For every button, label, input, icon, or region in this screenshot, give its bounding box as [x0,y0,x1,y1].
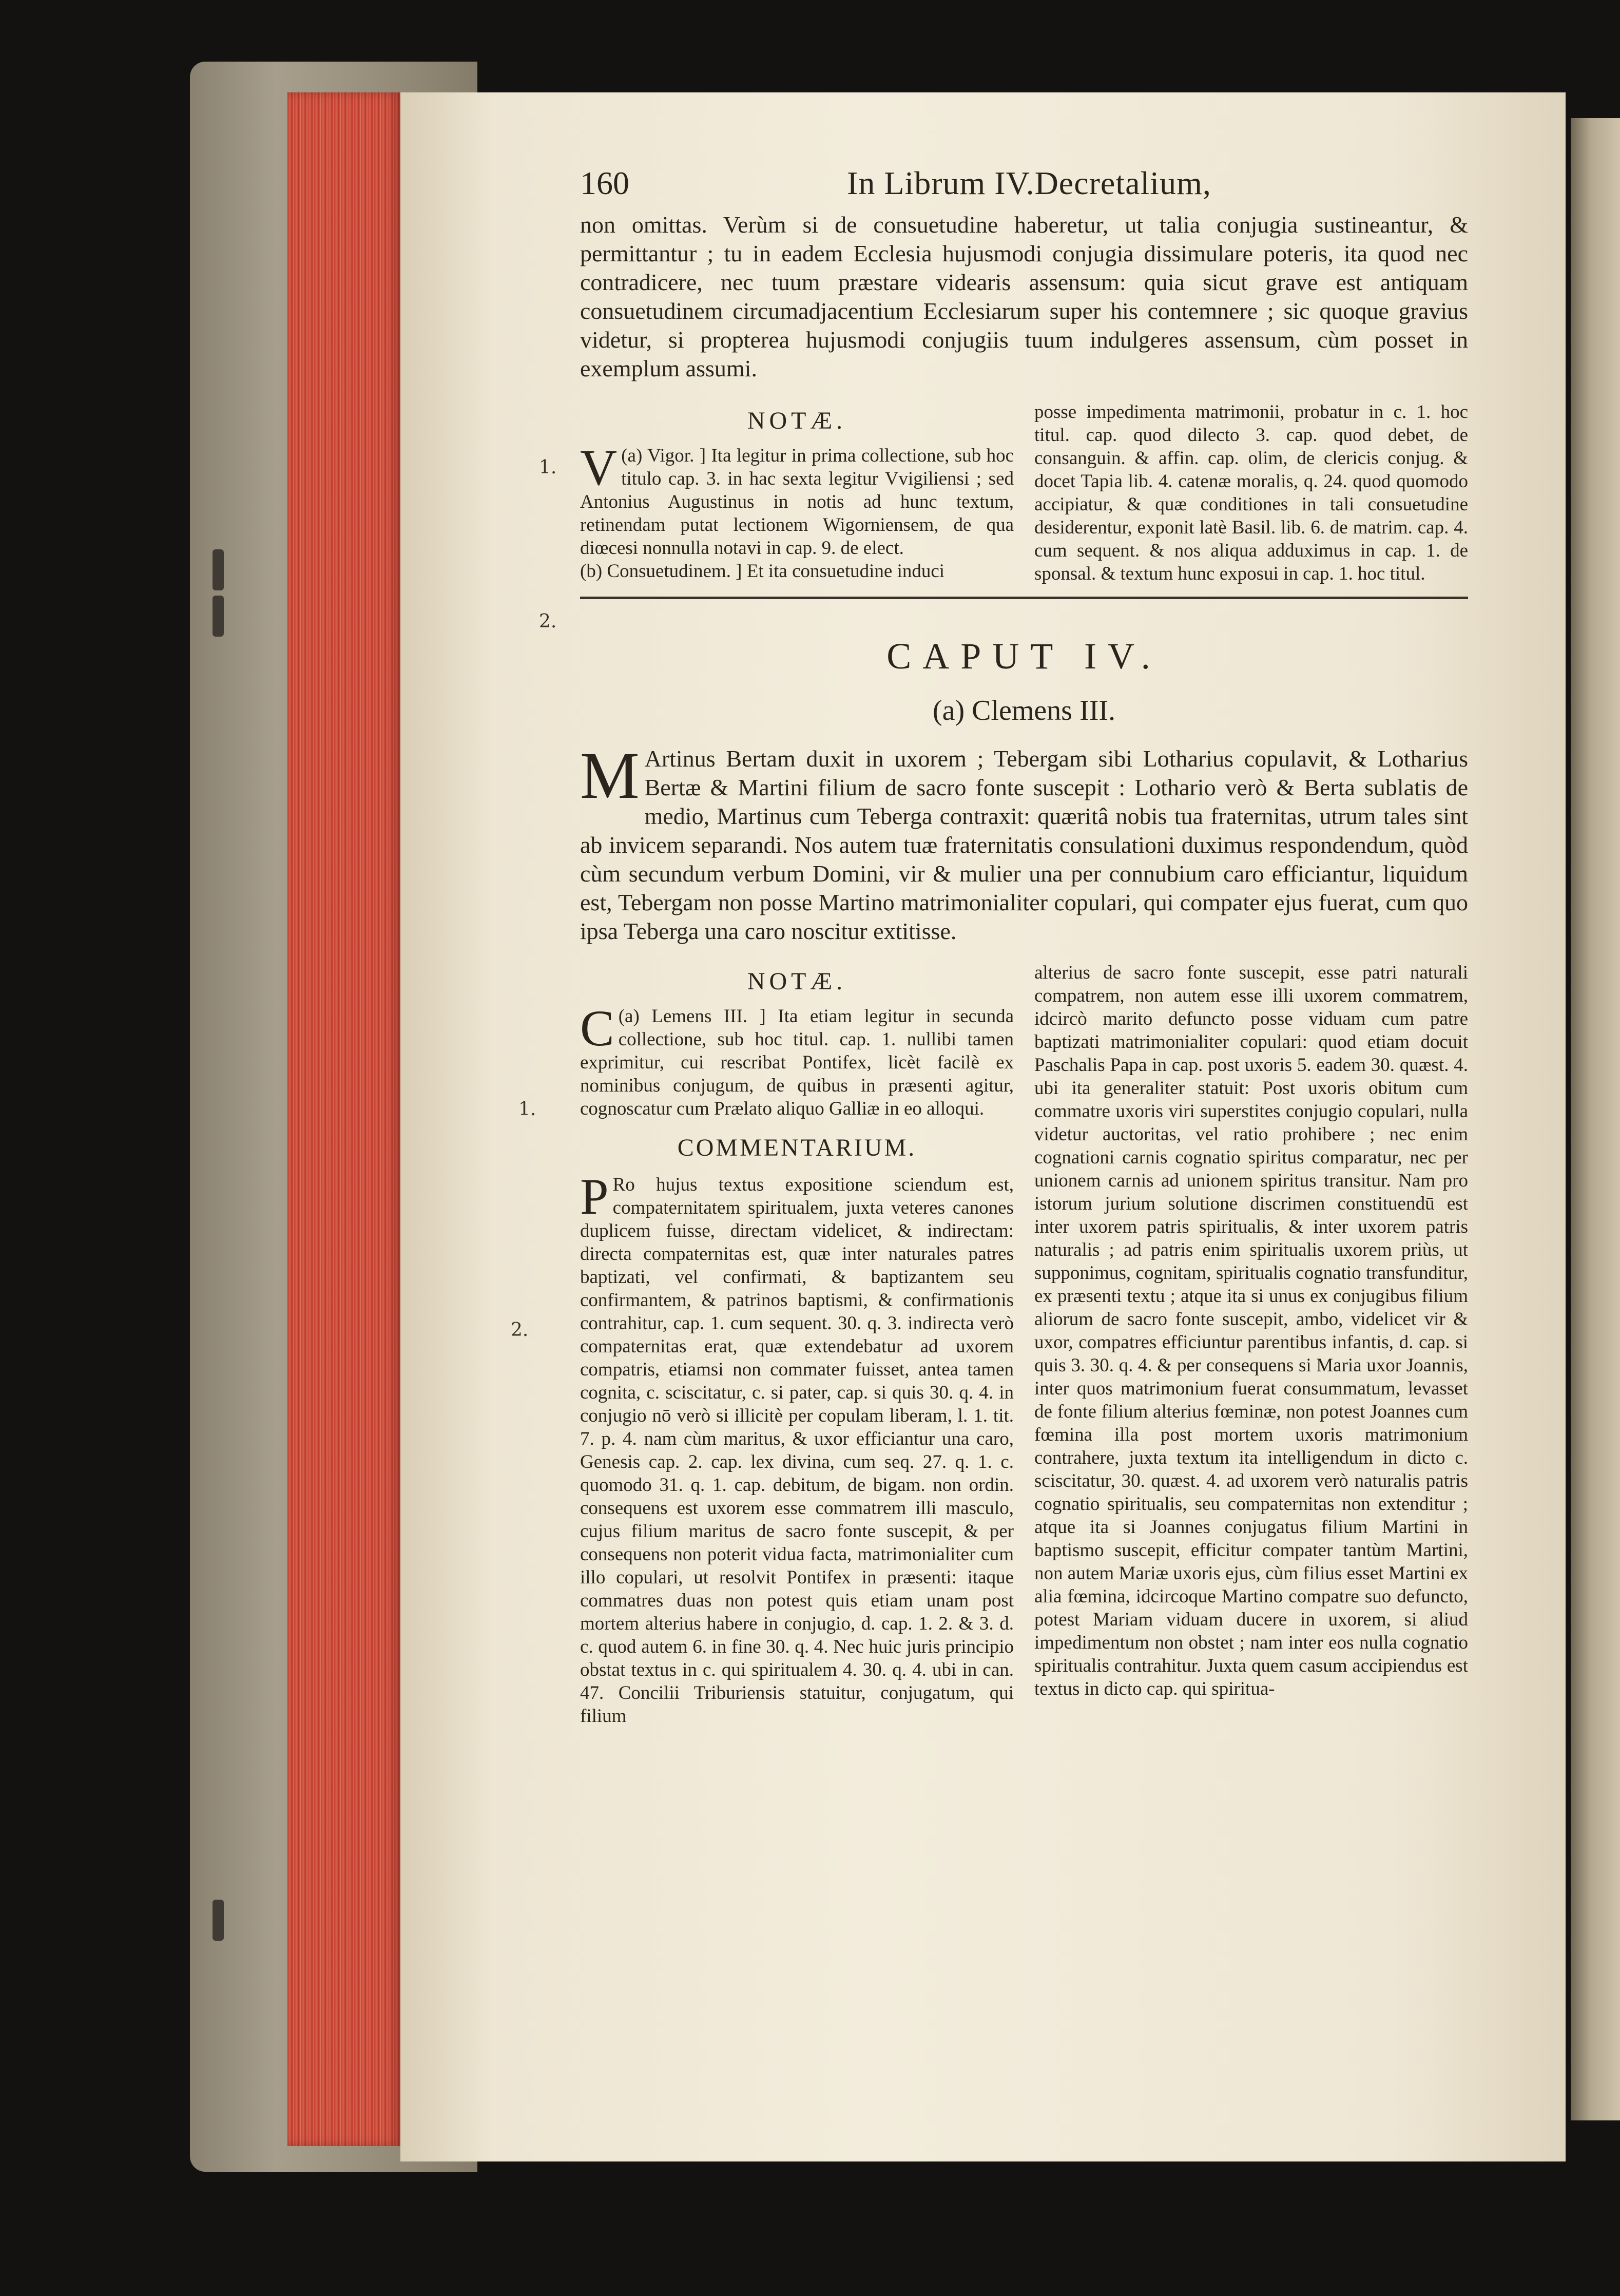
margin-number: 2. [539,611,557,632]
clasp-middle [213,596,224,637]
notae-section [580,400,1468,585]
chapter-text: Artinus Bertam duxit in uxorem ; Tebergam sibi Lotharius copulavit, & Lotharius Bertæ & Martini filium de sacro fonte suscepit : Lothario verò & Berta sublatis de medio, Martinus cum Teberga contraxit: quæritâ nobis tua fraternitas, utrum tales sint ab invicem separandi. Nos autem tuæ fraternitatis consulationi duximus respondendum, quòd cùm secundum verbum Domini, vir & mulier una per connubium caro efficiantur, liquidum est, Tebergam non posse Martino matrimonialiter copulari, qui compater ejus fuerat, cum quo ipsa Teberga una caro noscitur extitisse. [580,745,1468,944]
notae-commentary-section [580,961,1468,1728]
drop-cap: M [580,739,640,813]
clasp-bottom [213,1900,224,1941]
commentarium-title: COMMENTARIUM. [677,1134,917,1161]
notae-title: NOTÆ. [747,968,847,995]
margin-number: 1. [518,1099,536,1120]
clasp-top [213,549,224,590]
commentarium-continued: alterius de sacro fonte suscepit, esse patri naturali compatrem, non autem esse illi uxorem commatrem, idcircò marito defuncto posse viduam cum patre baptizati matrimonialiter copulari: quod etiam docuit Paschalis Papa in cap. post uxoris 5. eadem 30. quæst. 4. ubi ita generaliter statuit: Post uxoris obitum cum commatre uxoris viri superstites conjugio copulari, nulla videtur auctoritas, vel ratio prohibere ; nec enim cognationi carnis cognatio spiritus comparatur, nec per unionem carnis ad unionem spiritus transitur. Nam pro istorum jurium solutione discrimen constituendū est inter uxorem patris spiritualis, & inter uxorem patris naturalis ; ad patris enim spiritualis uxorem priùs, ut supponimus, cognitam, spiritualis cognatio transfunditur, ex præsenti textu ; atque ita si unus ex conjugibus filium aliorum de sacro fonte suscepit, ambo, videlicet vir & uxor, compatres efficiuntur parentibus infantis, d. cap. si quis 3. 30. q. 4. & per consequens si Maria uxor Joannis, inter quos matrimonium fuerat consummatum, levasset de fonte filium alterius fœminæ, non potest Joannes cum fœmina illa post mortem uxoris matrimonium contrahere, juxta textum ita intelligendum in dicto c. sciscitatur, 30. quæst. 4. ad uxorem verò naturalis patris cognatio spiritualis, seu compaternitas non extenditur ; atque ita si Joannes conjugatus filium Martini in baptismo suscepit, efficitur compater tantùm Martini, non autem Mariæ uxoris ejus, cùm filius esset Martini ex alia fœmina, idcircoque Martino compatre suo defuncto, potest Mariam viduam ducere in uxorem, si aliud impedimentum non obstet ; nam inter eos nulla cognatio spiritualis contrahitur. Juxta quem casum accipiendus est textus in dicto cap. qui spiritua- [1034,962,1468,1699]
margin-number: 2. [511,1319,529,1341]
intro-paragraph: non omittas. Verùm si de consuetudine haberetur, ut talia conjugia sustineantur, & permittantur ; tu in eadem Ecclesia hujusmodi conjugia dissimulare poteris, ita quod nec contradicere, nec tuum præstare videaris assensum: quia sicut grave est antiquam consuetudinem circumadjacentium Ecclesiarum super his contemnere ; sic quoque gravius videtur, si propterea hujusmodi conjugiis tuum indulgeres assensum, cùm posset in exemplum assumi. [580,212,1468,381]
page-content [580,164,1468,1728]
running-header [580,164,1468,211]
margin-number: 1. [539,457,557,478]
drop-cap: C [580,1000,614,1057]
notae-right-column [1034,400,1468,585]
chapter-title: CAPUT IV. [886,636,1162,677]
right-column [1034,961,1468,1728]
page-number: 160 [580,165,629,201]
note-b-continued: posse impedimenta matrimonii, probatur in c. 1. hoc titul. cap. quod dilecto 3. cap. quod debet, de consanguin. & affin. cap. olim, de clericis conjug. & docet Tapia lib. 4. catenæ moralis, q. 24. quod quomodo accipiatur, & quæ conditiones in tali consuetudine desiderentur, exponit latè Basil. lib. 6. de matrim. cap. 4. cum sequent. & nos aliqua adduximus in cap. 1. de sponsal. & textum hunc exposui in cap. 1. hoc titul. [1034,401,1468,584]
commentarium-text: Ro hujus textus expositione sciendum est, compaternitatem spiritualem, juxta veteres canones duplicem fuisse, directam videlicet, & indirectam: directa compaternitas est, quæ inter naturales patres baptizati, vel confirmati, & baptizantem seu confirmantem, & patrinos baptismi, & confirmationis contrahitur, cap. 1. cum sequent. 30. q. 3. indirecta verò compaternitas erat, quæ extendebatur ad uxorem compatris, etiamsi non commater fuisset, antea tamen cognita, c. sciscitatur, c. si pater, cap. si quis 30. q. 4. in conjugio nō verò si illicitè per copulam liberam, l. 1. tit. 7. p. 4. nam cùm maritus, & uxor efficiantur una caro, Genesis cap. 2. cap. lex divina, cum seq. 27. q. 1. c. quomodo 31. q. 1. cap. debitum, de bigam. non ordin. consequens est uxorem esse commatrem illi masculo, cujus filium maritus de sacro fonte suscepit, & per consequens non poterit vidua facta, matrimonialiter cum illo copulari, ut resolvit Pontifex in præsenti: itaque commatres duas non potest quis etiam unam post mortem alterius habere in conjugio, d. cap. 1. 2. & 3. d. c. quod autem 6. in fine 30. q. 4. Nec huic juris principio obstat textus in c. qui spiritualem 4. 30. q. 4. ubi in can. 47. Concilii Triburiensis statuitur, conjugatum, qui filium [580,1174,1014,1727]
running-title: In Librum IV.Decretalium, [847,165,1211,201]
note-a: (a) Vigor. ] Ita legitur in prima collectione, sub hoc titulo cap. 3. in hac sexta legitur Vvigiliensi ; sed Antonius Augustinus in notis ad hunc textum, retinendam putat lectionem Wigorniensem, de qua diœcesi nonnulla notavi in cap. 9. de elect. [580,445,1014,559]
chapter-text-block [580,739,1468,946]
notae-title: NOTÆ. [747,407,847,434]
chapter-subtitle: (a) Clemens III. [932,695,1116,726]
drop-cap: V [580,439,618,496]
page-edges-red [287,92,400,2146]
note-a: (a) Lemens III. ] Ita etiam legitur in secunda collectione, sub hoc titul. cap. 1. nullibi tamen exprimitur, cui rescribat Pontifex, licèt facilè ex nominibus conjugum, de quibus in præsenti agitur, cognoscatur cum Prælato aliquo Galliæ in eo alloqui. [580,1006,1014,1119]
notae-left-column [580,400,1014,585]
left-column [580,961,1014,1728]
drop-cap: P [580,1168,609,1225]
section-rule [580,597,1468,599]
next-page-edge [1571,118,1620,2120]
note-b: (b) Consuetudinem. ] Et ita consuetudine induci [580,561,945,582]
